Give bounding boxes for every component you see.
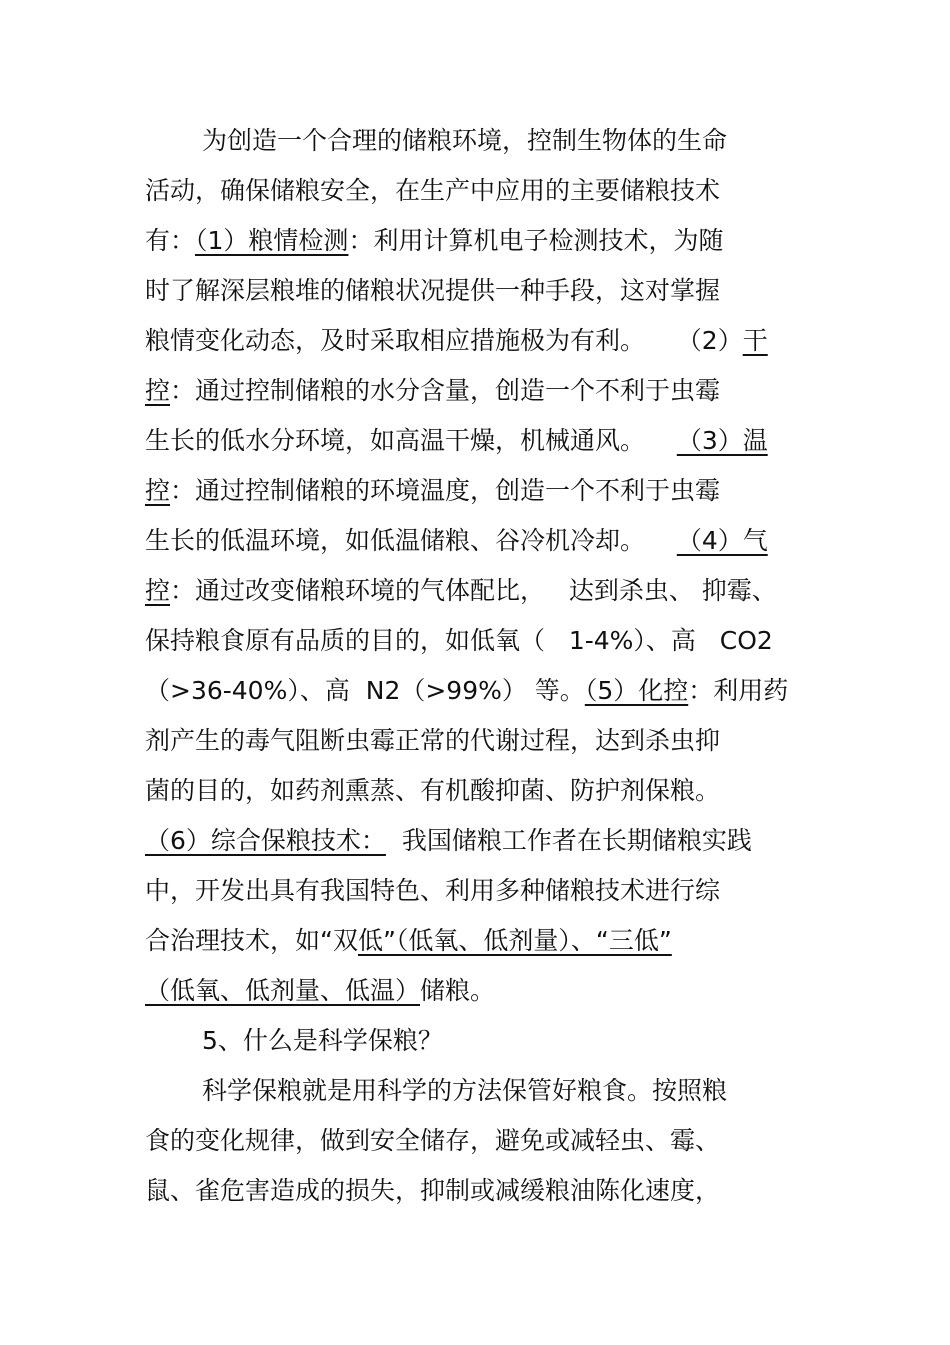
text-line: 剂产生的毒气阻断虫霉正常的代谢过程，达到杀虫抑	[145, 726, 721, 755]
underlined-term: 控	[145, 476, 171, 505]
text-line: 为创造一个合理的储粮环境，控制生物体的生命	[202, 126, 728, 155]
text-line: （6）综合保粮技术： 我国储粮工作者在长期储粮实践	[145, 826, 752, 855]
underlined-term: （6）综合保粮技术：	[145, 826, 386, 855]
text-line: 保持粮食原有品质的目的，如低氧（ 1-4%）、高 CO2	[145, 626, 773, 655]
text-line: 生长的低水分环境，如高温干燥，机械通风。 （3）温	[145, 426, 768, 455]
question-heading: 5、什么是科学保粮？	[202, 1026, 443, 1055]
underlined-term: （低氧、低剂量、低温）	[145, 976, 421, 1005]
text-line: 科学保粮就是用科学的方法保管好粮食。按照粮	[202, 1076, 728, 1105]
text-line: （>36-40%）、高 N2（>99%） 等。（5）化控：利用药	[145, 676, 789, 705]
underlined-term: 控	[145, 376, 171, 405]
text-line: （低氧、低剂量、低温）储粮。	[145, 976, 496, 1005]
underlined-term: 控	[145, 576, 171, 605]
text-line: 合治理技术，如“双低”（低氧、低剂量）、“三低”	[145, 926, 672, 955]
underlined-term: （1）粮情检测	[195, 226, 349, 255]
text-line: 有：（1）粮情检测：利用计算机电子检测技术，为随	[145, 226, 724, 255]
text-line: 生长的低温环境，如低温储粮、谷冷机冷却。 （4）气	[145, 526, 768, 555]
underlined-term: （4）气	[676, 526, 768, 555]
underlined-term: 低”（低氧、低剂量）、“三低”	[357, 926, 672, 955]
text-line: 鼠、雀危害造成的损失，抑制或减缓粮油陈化速度，	[145, 1176, 721, 1205]
text-line: 中，开发出具有我国特色、利用多种储粮技术进行综	[145, 876, 721, 905]
text-line: 时了解深层粮堆的储粮状况提供一种手段，这对掌握	[145, 276, 721, 305]
text-line: 控：通过改变储粮环境的气体配比， 达到杀虫、 抑霉、	[145, 576, 777, 605]
text-line: 食的变化规律，做到安全储存，避免或减轻虫、霉、	[145, 1126, 721, 1155]
text-line: 控：通过控制储粮的水分含量，创造一个不利于虫霉	[145, 376, 721, 405]
underlined-term: 干	[742, 326, 768, 355]
text-line: 菌的目的，如药剂熏蒸、有机酸抑菌、防护剂保粮。	[145, 776, 721, 805]
text-line: 活动，确保储粮安全，在生产中应用的主要储粮技术	[145, 176, 721, 205]
underlined-term: （3）温	[676, 426, 768, 455]
underlined-term: （5）化控	[584, 676, 689, 705]
text-line: 控：通过控制储粮的环境温度，创造一个不利于虫霉	[145, 476, 721, 505]
text-line: 粮情变化动态，及时采取相应措施极为有利。 （2）干	[145, 326, 768, 355]
